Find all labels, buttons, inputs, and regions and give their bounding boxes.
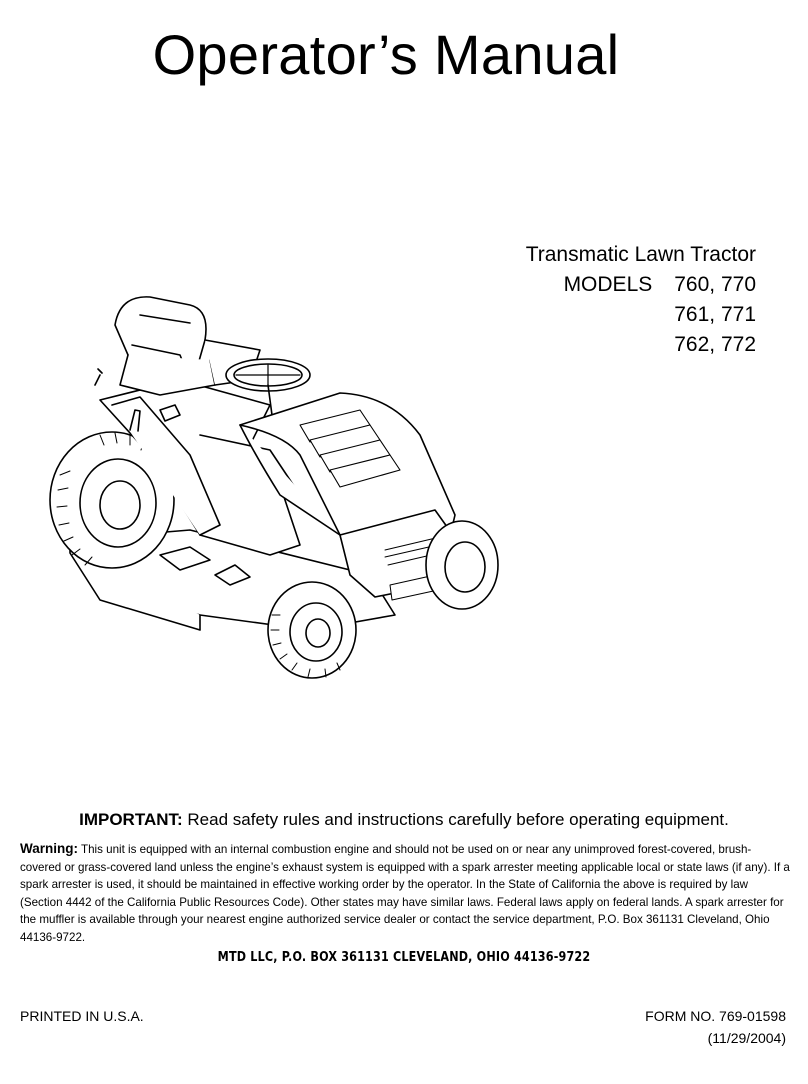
warning-notice (20, 840, 790, 946)
product-name: Transmatic Lawn Tractor (525, 243, 756, 266)
printed-in: PRINTED IN U.S.A. (20, 1008, 144, 1024)
important-notice (0, 810, 808, 830)
company-address: MTD LLC, P.O. BOX 361131 CLEVELAND, OHIO 44136-9722 (217, 950, 591, 965)
model-numbers: 760, 770 (674, 273, 756, 296)
manual-title: Operator’s Manual (152, 23, 620, 86)
models-label: MODELS (563, 273, 653, 296)
product-info (526, 240, 756, 360)
form-number: FORM NO. 769-01598 (645, 1008, 786, 1024)
warning-text: This unit is equipped with an internal combustion engine and should not be used on or near any unimproved forest-covered, brush-covered or grass-covered land unless the engine’s exhaust system is equipped with a spark arrester meeting applicable local or state laws (if any). If a spark arrester is used, it should be maintained in effective working order by the operator. In the State of California the above is required by law (Section 4442 of the California Public Resources Code). Other states may have similar laws. Federal laws apply on federal lands. A spark arrester for the muffler is available through your nearest engine authorized service dealer or contact the service department, P.O. Box 361131 Cleveland, Ohio 44136-9722. (20, 843, 790, 944)
important-text: Read safety rules and instructions carefully before operating equipment. (187, 810, 729, 829)
warning-label: Warning: (20, 841, 78, 856)
model-row-3: 762, 772 (674, 333, 756, 356)
form-date: (11/29/2004) (707, 1030, 786, 1046)
model-row-1 (526, 270, 756, 300)
lawn-tractor-illustration (40, 285, 510, 685)
model-row-2: 761, 771 (674, 303, 756, 326)
important-label: IMPORTANT: (79, 810, 183, 829)
